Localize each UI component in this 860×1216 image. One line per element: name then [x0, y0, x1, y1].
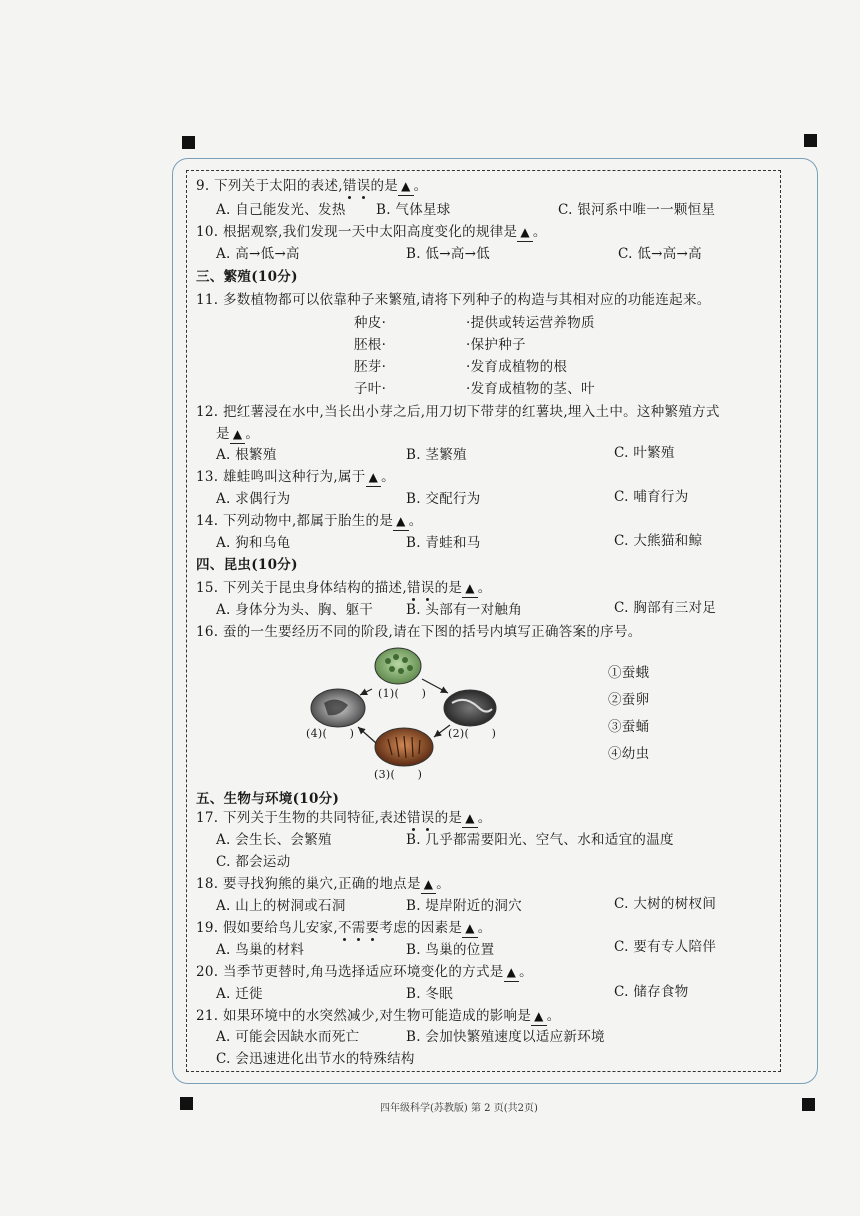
option-c[interactable]: C. 胸部有三对足	[614, 600, 717, 616]
answer-blank[interactable]: ▲	[504, 963, 520, 982]
question-14: 14. 下列动物中,都属于胎生的是 ▲ 。	[196, 513, 423, 529]
option-a[interactable]: A. 狗和乌龟	[216, 535, 291, 551]
option-silkworm-moth: ①蚕蛾	[608, 665, 650, 681]
option-c[interactable]: C. 大树的树杈间	[614, 896, 717, 912]
option-a[interactable]: A. 可能会因缺水而死亡	[216, 1029, 360, 1045]
stage-label-4[interactable]: (4)( )	[306, 727, 355, 740]
answer-blank[interactable]: ▲	[462, 809, 478, 828]
section-heading: 五、生物与环境(10分)	[196, 791, 340, 807]
answer-blank[interactable]: ▲	[230, 425, 246, 444]
pupa-stage-image	[375, 728, 433, 766]
option-b[interactable]: B. 茎繁殖	[406, 447, 467, 463]
question-9: 9. 下列关于太阳的表述,错误的是 ▲ 。	[196, 178, 428, 194]
option-a[interactable]: A. 高→低→高	[216, 246, 300, 262]
section-heading: 三、繁殖(10分)	[196, 269, 298, 285]
registration-mark	[182, 136, 195, 149]
option-larva: ④幼虫	[608, 746, 650, 762]
registration-mark	[802, 1098, 815, 1111]
page-footer: 四年级科学(苏教版) 第 2 页(共2页)	[380, 1103, 538, 1114]
option-a[interactable]: A. 会生长、会繁殖	[216, 832, 332, 848]
seed-function[interactable]: ·保护种子	[466, 337, 526, 353]
option-c[interactable]: C. 会迅速进化出节水的特殊结构	[216, 1051, 415, 1067]
option-a[interactable]: A. 求偶行为	[216, 491, 291, 507]
seed-part[interactable]: 子叶·	[354, 381, 387, 397]
answer-blank[interactable]: ▲	[398, 177, 414, 196]
answer-blank[interactable]: ▲	[517, 223, 533, 242]
option-a[interactable]: A. 根繁殖	[216, 447, 277, 463]
option-b[interactable]: B. 低→高→低	[406, 246, 491, 262]
option-c[interactable]: C. 要有专人陪伴	[614, 939, 717, 955]
option-c[interactable]: C. 储存食物	[614, 984, 689, 1000]
larva-stage-image	[444, 690, 496, 726]
option-a[interactable]: A. 身体分为头、胸、躯干	[216, 602, 374, 618]
answer-blank[interactable]: ▲	[393, 512, 409, 531]
option-silkworm-egg: ②蚕卵	[608, 692, 650, 708]
option-c[interactable]: C. 低→高→高	[618, 246, 702, 262]
seed-part[interactable]: 胚根·	[354, 337, 387, 353]
option-b[interactable]: B. 气体星球	[376, 202, 451, 218]
moth-stage-image	[311, 689, 365, 727]
seed-function[interactable]: ·发育成植物的根	[466, 359, 568, 375]
seed-part[interactable]: 种皮·	[354, 315, 387, 331]
option-b[interactable]: B. 头部有一对触角	[406, 602, 523, 618]
registration-mark	[180, 1097, 193, 1110]
option-b[interactable]: B. 青蛙和马	[406, 535, 481, 551]
option-b[interactable]: B. 几乎都需要阳光、空气、水和适宜的温度	[406, 832, 674, 848]
question-17: 17. 下列关于生物的共同特征,表述错误的是 ▲ 。	[196, 810, 492, 826]
stage-label-2[interactable]: (2)( )	[448, 727, 497, 740]
option-c[interactable]: C. 大熊猫和鲸	[614, 533, 703, 549]
seed-function[interactable]: ·发育成植物的茎、叶	[466, 381, 595, 397]
egg-stage-image	[375, 648, 421, 684]
seed-part[interactable]: 胚芽·	[354, 359, 387, 375]
question-16: 16. 蚕的一生要经历不同的阶段,请在下图的括号内填写正确答案的序号。	[196, 624, 642, 640]
option-c[interactable]: C. 都会运动	[216, 854, 291, 870]
question-19: 19. 假如要给鸟儿安家,不需要考虑的因素是 ▲ 。	[196, 920, 492, 936]
option-b[interactable]: B. 会加快繁殖速度以适应新环境	[406, 1029, 605, 1045]
option-c[interactable]: C. 银河系中唯一一颗恒星	[558, 202, 716, 218]
seed-function[interactable]: ·提供或转运营养物质	[466, 315, 595, 331]
answer-blank[interactable]: ▲	[531, 1007, 547, 1026]
option-silkworm-pupa: ③蚕蛹	[608, 719, 650, 735]
question-21: 21. 如果环境中的水突然减少,对生物可能造成的影响是 ▲ 。	[196, 1008, 561, 1024]
question-10: 10. 根据观察,我们发现一天中太阳高度变化的规律是 ▲ 。	[196, 224, 547, 240]
option-a[interactable]: A. 鸟巢的材料	[216, 942, 305, 958]
section-heading: 四、昆虫(10分)	[196, 557, 298, 573]
question-13: 13. 雄蛙鸣叫这种行为,属于 ▲ 。	[196, 469, 395, 485]
option-b[interactable]: B. 交配行为	[406, 491, 481, 507]
answer-blank[interactable]: ▲	[462, 919, 478, 938]
question-18: 18. 要寻找狗熊的巢穴,正确的地点是 ▲ 。	[196, 876, 451, 892]
question-15: 15. 下列关于昆虫身体结构的描述,错误的是 ▲ 。	[196, 580, 492, 596]
answer-blank[interactable]: ▲	[462, 579, 478, 598]
question-20: 20. 当季节更替时,角马选择适应环境变化的方式是 ▲ 。	[196, 964, 533, 980]
option-a[interactable]: A. 迁徙	[216, 986, 263, 1002]
option-b[interactable]: B. 鸟巢的位置	[406, 942, 495, 958]
option-a[interactable]: A. 自己能发光、发热	[216, 202, 346, 218]
option-c[interactable]: C. 叶繁殖	[614, 445, 675, 461]
option-c[interactable]: C. 哺育行为	[614, 489, 689, 505]
registration-mark	[804, 134, 817, 147]
stage-label-1[interactable]: (1)( )	[378, 687, 427, 700]
option-b[interactable]: B. 堤岸附近的洞穴	[406, 898, 523, 914]
stage-label-3[interactable]: (3)( )	[374, 768, 423, 781]
question-12-cont: 是 ▲ 。	[216, 426, 260, 442]
option-a[interactable]: A. 山上的树洞或石洞	[216, 898, 346, 914]
silkworm-life-cycle-diagram	[300, 645, 510, 785]
question-11: 11. 多数植物都可以依靠种子来繁殖,请将下列种子的构造与其相对应的功能连起来。	[196, 292, 711, 308]
answer-blank[interactable]: ▲	[421, 875, 437, 894]
option-b[interactable]: B. 冬眠	[406, 986, 454, 1002]
answer-blank[interactable]: ▲	[366, 468, 382, 487]
question-12: 12. 把红薯浸在水中,当长出小芽之后,用刀切下带芽的红薯块,埋入土中。这种繁殖方式	[196, 404, 720, 420]
